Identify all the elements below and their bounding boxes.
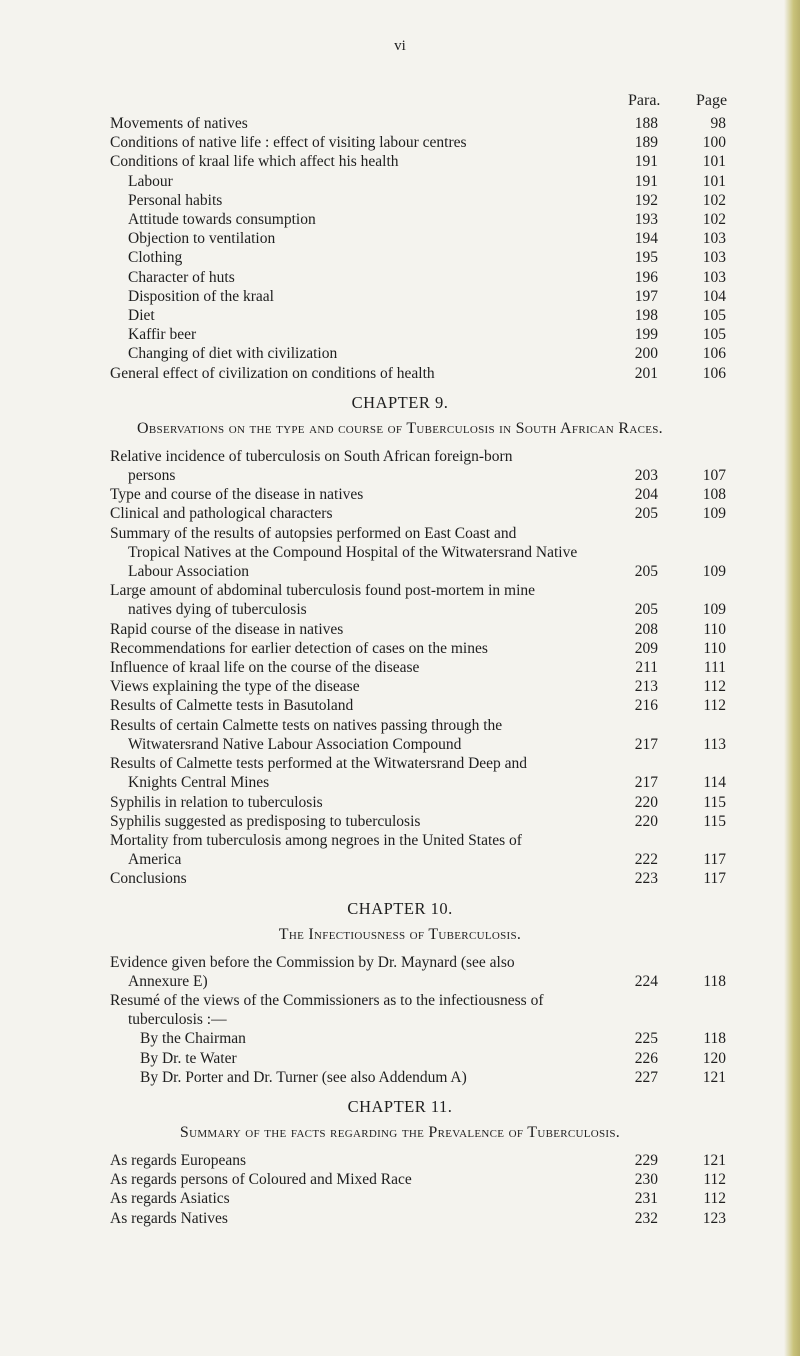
entry-para: 201: [634, 364, 658, 382]
entry-page: 107: [702, 467, 726, 485]
entry-title-text: Diet: [128, 307, 155, 325]
entry-title-continued: persons: [128, 467, 176, 485]
toc-entry: [0, 306, 800, 325]
entry-title: [0, 1189, 800, 1208]
entry-title-text: Large amount of abdominal tuberculosis found post-mortem in mine: [110, 582, 536, 600]
entry-title: [0, 716, 800, 754]
entry-page: 111: [703, 659, 726, 677]
entry-page: 103: [702, 249, 726, 267]
toc-entry: [0, 991, 800, 1029]
entry-page: 102: [702, 211, 726, 229]
entry-title: [0, 364, 800, 383]
entry-para: 217: [634, 774, 658, 792]
entry-para: 199: [634, 326, 658, 344]
entry-page: 110: [703, 620, 726, 638]
toc-entry: [0, 1049, 800, 1068]
toc-entry: [0, 581, 800, 619]
entry-page: 118: [703, 1030, 726, 1048]
contents: [0, 92, 800, 1228]
entry-title: [0, 524, 800, 582]
chapter-title: CHAPTER 9.: [351, 392, 449, 412]
entry-title-text: Personal habits: [128, 191, 223, 209]
entry-para: 208: [634, 620, 658, 638]
entry-title: [0, 114, 800, 133]
entry-title-text: Syphilis in relation to tuberculosis: [110, 793, 323, 811]
entry-title: [0, 210, 800, 229]
entry-page: 112: [703, 1190, 726, 1208]
entry-title-text: Clinical and pathological characters: [110, 505, 333, 523]
entry-title-continued: Witwatersrand Native Labour Association Compound: [128, 735, 462, 753]
entry-title-text: Attitude towards consumption: [128, 211, 316, 229]
entry-title-text: Rapid course of the disease in natives: [110, 620, 344, 638]
chapter-title: CHAPTER 11.: [347, 1096, 453, 1116]
entry-title: [0, 152, 800, 171]
toc-entry: [0, 287, 800, 306]
entry-para: 191: [634, 172, 658, 190]
entry-page: 121: [702, 1068, 726, 1086]
entry-title-text: Kaffir beer: [128, 326, 197, 344]
entry-page: 121: [702, 1151, 726, 1169]
entry-para: 230: [634, 1171, 658, 1189]
toc-entry: [0, 248, 800, 267]
entry-para: 225: [634, 1030, 658, 1048]
entry-para: 229: [634, 1151, 658, 1169]
toc-entry: [0, 1170, 800, 1189]
toc-entry: [0, 524, 800, 582]
entry-title: [0, 620, 800, 639]
entry-title-text: Relative incidence of tuberculosis on South African foreign-born: [110, 447, 513, 465]
toc-entry: [0, 210, 800, 229]
entry-title-text: Mortality from tuberculosis among negroes in the United States of: [110, 831, 522, 849]
toc-entry: [0, 1209, 800, 1228]
entry-title-text: Changing of diet with civilization: [128, 345, 338, 363]
entry-title-text: Results of certain Calmette tests on natives passing through the: [110, 716, 503, 734]
entry-page: 98: [710, 115, 726, 132]
entry-title-continued: tuberculosis :—: [128, 1011, 227, 1029]
entry-para: 213: [634, 678, 658, 696]
entry-title-text: Recommendations for earlier detection of cases on the mines: [110, 639, 488, 657]
toc-entry: [0, 1189, 800, 1208]
entry-page: 109: [702, 505, 726, 523]
entry-para: 211: [635, 659, 658, 677]
chapter-section: [0, 899, 800, 1087]
entry-page: 101: [702, 172, 726, 190]
entry-title-text: Views explaining the type of the disease: [110, 678, 360, 696]
chapter-section: [0, 1097, 800, 1228]
entry-title: [0, 229, 800, 248]
entry-title: [0, 793, 800, 812]
entry-page: 103: [702, 230, 726, 248]
entry-page: 115: [703, 812, 726, 830]
entry-page: 100: [702, 134, 726, 152]
entry-para: 232: [634, 1209, 658, 1227]
entry-title-text: General effect of civilization on conditions of health: [110, 364, 435, 382]
entry-para: 226: [634, 1049, 658, 1067]
toc-entry: [0, 325, 800, 344]
entry-title-continued: America: [128, 851, 182, 869]
entry-page: 106: [702, 364, 726, 382]
intro-entries: [0, 114, 800, 383]
toc-entry: [0, 696, 800, 715]
entry-title: [0, 696, 800, 715]
entry-title-text: Influence of kraal life on the course of the disease: [110, 659, 420, 677]
entry-para: 223: [634, 870, 658, 888]
entry-title-text: As regards Natives: [110, 1209, 228, 1227]
entry-title: [0, 869, 800, 888]
entry-title-continued: natives dying of tuberculosis: [128, 601, 307, 619]
page-number: vi: [394, 38, 406, 54]
entry-para: 217: [634, 735, 658, 753]
entry-title-text: Syphilis suggested as predisposing to tuberculosis: [110, 812, 421, 830]
entry-title: [0, 1049, 800, 1068]
entry-page: 104: [702, 287, 726, 305]
toc-entry: [0, 447, 800, 485]
entry-para: 203: [634, 467, 658, 485]
entry-title-text: Character of huts: [128, 268, 235, 286]
toc-entry: [0, 268, 800, 287]
chapter-subtitle: Observations on the type and course of Tuberculosis in South African Races.: [137, 419, 663, 437]
toc-entry: [0, 133, 800, 152]
entry-title: [0, 812, 800, 831]
toc-entry: [0, 1029, 800, 1048]
chapter-section: [0, 393, 800, 889]
entry-page: 117: [703, 851, 726, 869]
entry-page: 113: [703, 735, 726, 753]
entry-para: 192: [634, 191, 658, 209]
entry-title: [0, 447, 800, 485]
entry-page: 123: [702, 1209, 726, 1227]
entry-para: 205: [634, 601, 658, 619]
entry-page: 106: [702, 345, 726, 363]
toc-entry: [0, 504, 800, 523]
entry-title: [0, 953, 800, 991]
entry-page: 110: [703, 639, 726, 657]
entry-title-text: As regards Europeans: [110, 1151, 247, 1169]
entry-title: [0, 1151, 800, 1170]
entry-para: 188: [634, 115, 658, 132]
entry-page: 101: [702, 153, 726, 171]
entry-title: [0, 581, 800, 619]
entry-title-text: Resumé of the views of the Commissioners as to the infectiousness of: [110, 991, 544, 1009]
toc-entry: [0, 364, 800, 383]
toc-entry: [0, 229, 800, 248]
entry-title-text: Type and course of the disease in natives: [110, 486, 364, 504]
entry-title-text: Labour: [128, 172, 173, 190]
toc-entry: [0, 754, 800, 792]
entry-title-text: Conditions of kraal life which affect his health: [110, 153, 399, 171]
para-header: Para.: [628, 92, 661, 109]
entry-page: 118: [703, 972, 726, 990]
entry-para: 205: [634, 505, 658, 523]
entry-para: 222: [634, 851, 658, 869]
chapter-title: CHAPTER 10.: [347, 898, 453, 918]
entry-title-text: By Dr. te Water: [140, 1049, 237, 1067]
entry-title-text: Disposition of the kraal: [128, 287, 274, 305]
entry-para: 198: [634, 307, 658, 325]
entry-title-text: Conditions of native life : effect of visiting labour centres: [110, 134, 467, 152]
entry-page: 102: [702, 191, 726, 209]
page-header: Page: [696, 92, 728, 109]
entry-title-text: Results of Calmette tests performed at the Witwatersrand Deep and: [110, 755, 528, 773]
column-headers: [0, 92, 800, 114]
entry-title: [0, 504, 800, 523]
entry-page: 112: [703, 678, 726, 696]
toc-entry: [0, 191, 800, 210]
chapters: [0, 393, 800, 1228]
entry-title-text: Clothing: [128, 249, 183, 267]
entry-title: [0, 1209, 800, 1228]
entry-title: [0, 191, 800, 210]
entry-title: [0, 639, 800, 658]
entry-para: 197: [634, 287, 658, 305]
entry-title: [0, 133, 800, 152]
entry-page: 115: [703, 793, 726, 811]
entry-title-continued: Annexure E): [128, 972, 208, 990]
entry-title: [0, 325, 800, 344]
entry-title: [0, 344, 800, 363]
entry-title: [0, 831, 800, 869]
entry-para: 200: [634, 345, 658, 363]
toc-entry: [0, 812, 800, 831]
entry-para: 193: [634, 211, 658, 229]
entry-para: 227: [634, 1068, 658, 1086]
entry-title-text: By the Chairman: [140, 1030, 246, 1048]
entry-title-text: Summary of the results of autopsies performed on East Coast and: [110, 524, 517, 542]
entry-page: 103: [702, 268, 726, 286]
entry-title-text: Results of Calmette tests in Basutoland: [110, 697, 354, 715]
entry-para: 231: [634, 1190, 658, 1208]
toc-entry: [0, 1151, 800, 1170]
entry-para: 205: [634, 563, 658, 581]
entry-para: 216: [634, 697, 658, 715]
entry-title: [0, 1068, 800, 1087]
entry-title: [0, 287, 800, 306]
entry-title: [0, 485, 800, 504]
entry-title-text: As regards persons of Coloured and Mixed Race: [110, 1171, 412, 1189]
entry-title-text: Movements of natives: [110, 115, 248, 132]
entry-title: [0, 754, 800, 792]
entry-title-continued: Tropical Natives at the Compound Hospital of the Witwatersrand Native Labour Association: [128, 543, 578, 581]
entry-title: [0, 1029, 800, 1048]
toc-entry: [0, 677, 800, 696]
entry-para: 204: [634, 486, 658, 504]
entry-title: [0, 677, 800, 696]
entry-para: 220: [634, 812, 658, 830]
entry-title-text: As regards Asiatics: [110, 1190, 230, 1208]
entry-page: 117: [703, 870, 726, 888]
entry-title: [0, 248, 800, 267]
entry-page: 105: [702, 326, 726, 344]
toc-entry: [0, 831, 800, 869]
chapter-subtitle: Summary of the facts regarding the Prevalence of Tuberculosis.: [179, 1123, 621, 1141]
entry-title-text: Objection to ventilation: [128, 230, 276, 248]
entry-title-text: Evidence given before the Commission by Dr. Maynard (see also: [110, 953, 515, 971]
chapter-subtitle: The Infectiousness of Tuberculosis.: [278, 925, 522, 943]
toc-entry: [0, 793, 800, 812]
entry-para: 194: [634, 230, 658, 248]
entry-title: [0, 658, 800, 677]
entry-page: 109: [702, 601, 726, 619]
entry-page: 109: [702, 563, 726, 581]
entry-title-text: By Dr. Porter and Dr. Turner (see also Addendum A): [140, 1068, 467, 1086]
toc-entry: [0, 869, 800, 888]
entry-title: [0, 172, 800, 191]
entry-title: [0, 306, 800, 325]
entry-para: 191: [634, 153, 658, 171]
entry-para: 209: [634, 639, 658, 657]
entry-para: 224: [634, 972, 658, 990]
toc-entry: [0, 344, 800, 363]
entry-page: 112: [703, 1171, 726, 1189]
entry-para: 196: [634, 268, 658, 286]
entry-title-text: Conclusions: [110, 870, 187, 888]
toc-entry: [0, 658, 800, 677]
entry-para: 195: [634, 249, 658, 267]
entry-title: [0, 991, 800, 1029]
entry-page: 108: [702, 486, 726, 504]
toc-entry: [0, 716, 800, 754]
entry-page: 105: [702, 307, 726, 325]
entry-title: [0, 268, 800, 287]
toc-entry: [0, 172, 800, 191]
toc-entry: [0, 152, 800, 171]
entry-para: 189: [634, 134, 658, 152]
toc-entry: [0, 620, 800, 639]
entry-page: 120: [702, 1049, 726, 1067]
toc-entry: [0, 114, 800, 133]
entry-page: 114: [703, 774, 726, 792]
entry-para: 220: [634, 793, 658, 811]
entry-title-continued: Knights Central Mines: [128, 774, 270, 792]
entry-page: 112: [703, 697, 726, 715]
toc-entry: [0, 639, 800, 658]
toc-entry: [0, 953, 800, 991]
toc-entry: [0, 1068, 800, 1087]
entry-title: [0, 1170, 800, 1189]
toc-entry: [0, 485, 800, 504]
